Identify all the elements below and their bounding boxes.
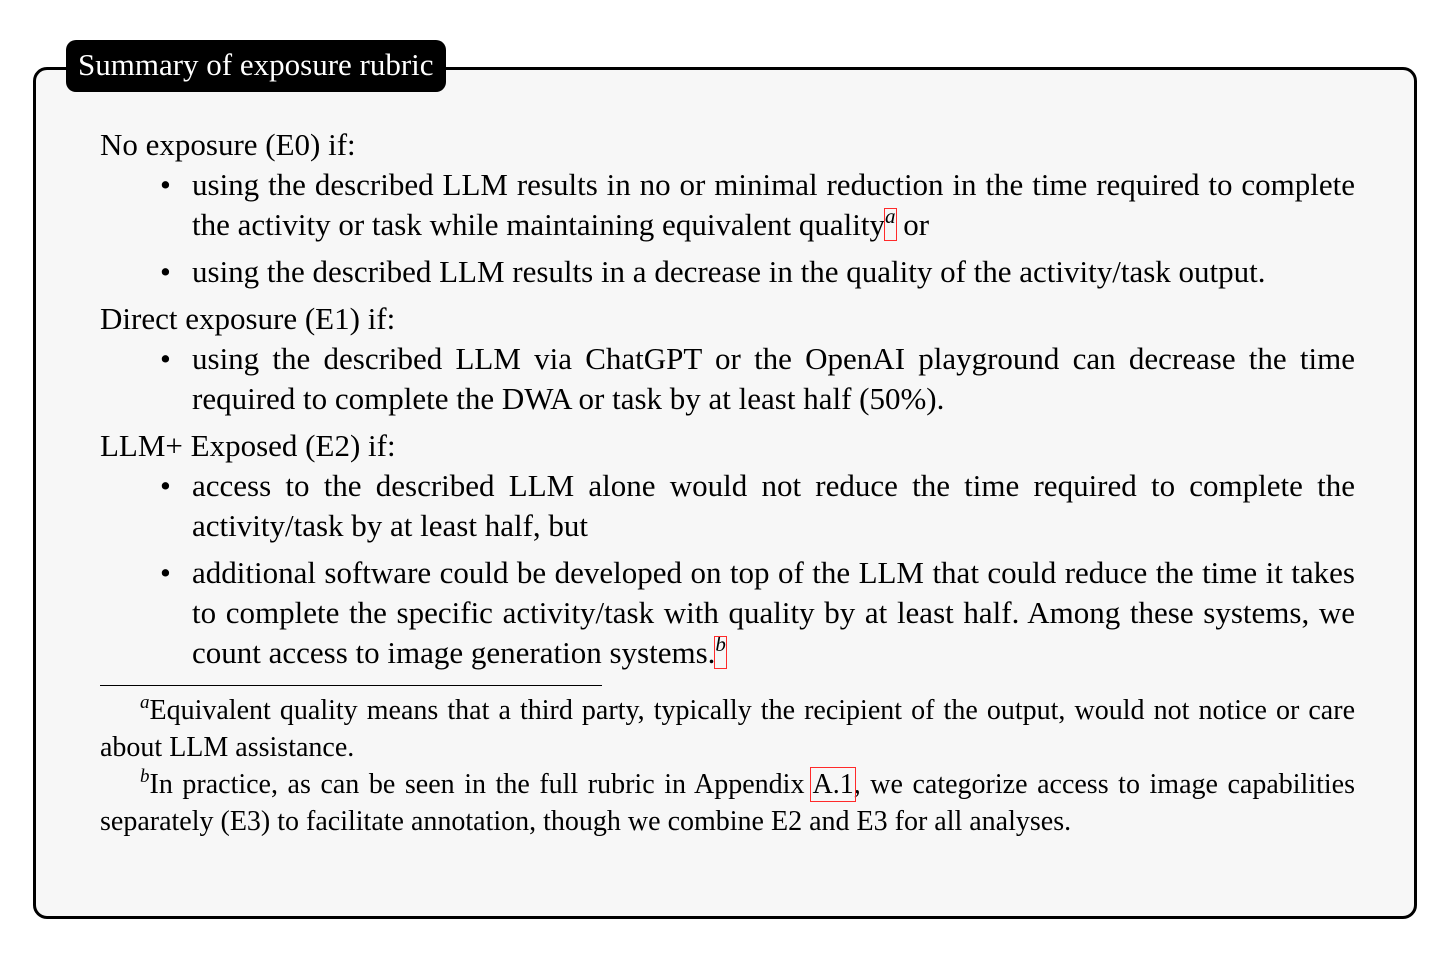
bullet-icon: • [160, 167, 171, 202]
bullet-text: using the described LLM via ChatGPT or the OpenAI playground can decrease the time required to complete the DWA or task by at least half (50%). [192, 341, 1355, 416]
footnote-ref-b[interactable] [715, 632, 726, 668]
footnote-mark: b [140, 766, 150, 787]
section-heading-e0: No exposure (E0) if: [100, 127, 356, 162]
footnote-b [100, 766, 1355, 840]
rubric-content [100, 125, 1355, 840]
footnote-mark: a [885, 204, 896, 228]
list-item [100, 553, 1355, 673]
footnote-ref-a[interactable] [885, 204, 896, 240]
bullet-list-e2 [100, 466, 1355, 673]
bullet-icon: • [160, 555, 171, 590]
bullet-icon: • [160, 254, 171, 289]
bullet-text: additional software could be developed on top of the LLM that could reduce the time it takes to complete the specific activity/task with quality by at least half. Among these systems, we count access to image generation systems. [192, 555, 1355, 670]
bullet-icon: • [160, 468, 171, 503]
footnote-text-before: In practice, as can be seen in the full rubric in Appendix [149, 769, 813, 800]
section-heading-e2: LLM+ Exposed (E2) if: [100, 428, 396, 463]
bullet-list-e1 [100, 339, 1355, 419]
footnote-mark: a [140, 692, 150, 713]
list-item [100, 466, 1355, 546]
footnote-text: Equivalent quality means that a third party, typically the recipient of the output, would not notice or care about LLM assistance. [100, 695, 1355, 763]
bullet-tail: or [895, 207, 930, 242]
bullet-icon: • [160, 341, 171, 376]
bullet-list-e0 [100, 165, 1355, 292]
footnote-divider [100, 685, 602, 686]
list-item [100, 252, 1355, 292]
list-item [100, 165, 1355, 245]
bullet-text: access to the described LLM alone would not reduce the time required to complete the activity/task by at least half, but [192, 468, 1355, 543]
bullet-text: using the described LLM results in a decrease in the quality of the activity/task output. [192, 254, 1266, 289]
appendix-link[interactable]: A.1 [812, 769, 854, 800]
box-title: Summary of exposure rubric [66, 40, 446, 92]
list-item [100, 339, 1355, 419]
footnote-text-after: , we categorize access to image capabilities separately (E3) to facilitate annotation, though we combine E2 and E3 for all analyses. [100, 769, 1355, 837]
section-heading-e1: Direct exposure (E1) if: [100, 301, 396, 336]
footnote-a [100, 692, 1355, 766]
footnote-mark: b [715, 632, 726, 656]
bullet-text: using the described LLM results in no or minimal reduction in the time required to complete the activity or task while maintaining equivalent quality [192, 167, 1355, 242]
